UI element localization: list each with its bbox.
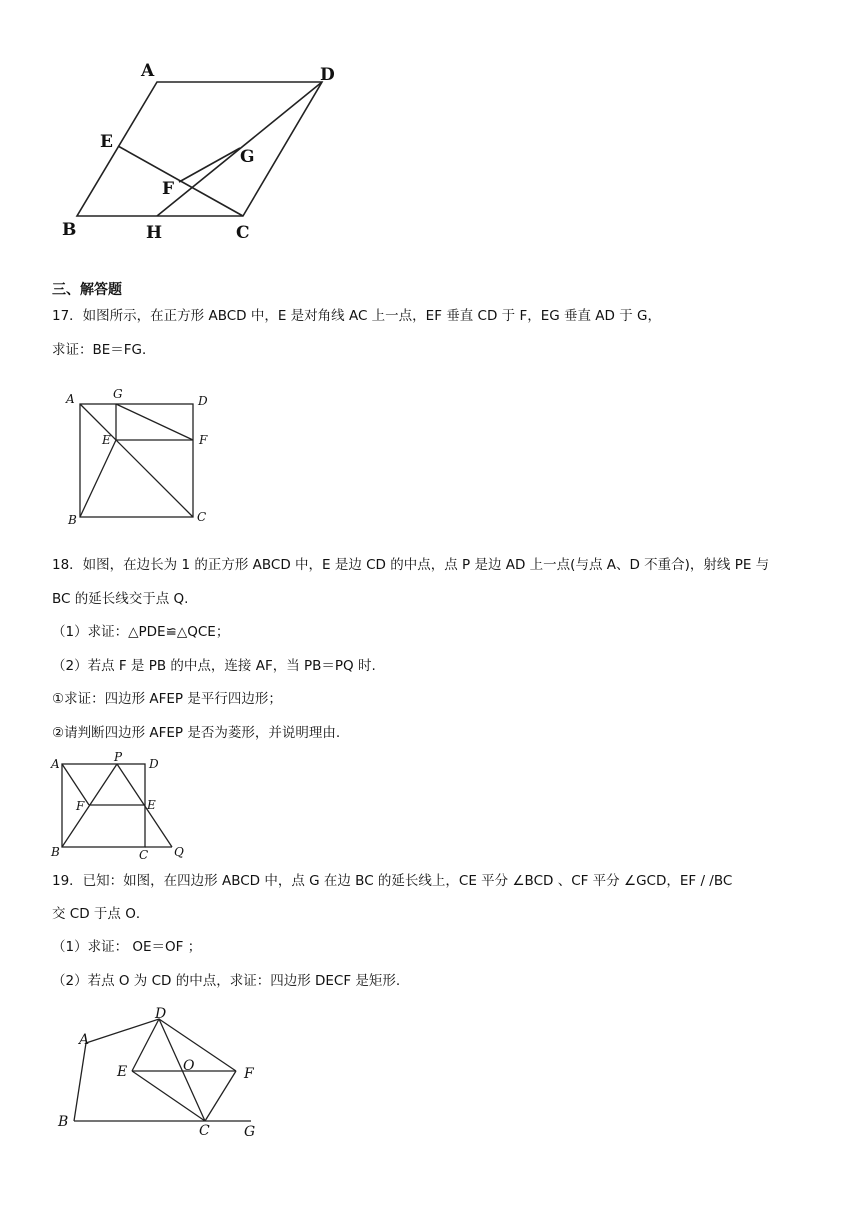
label-e: E [102, 433, 111, 447]
segment-be [80, 440, 116, 517]
label-g: G [240, 147, 255, 167]
figure-18-square [45, 750, 195, 865]
label-d: D [320, 65, 335, 85]
figure-19-quadrilateral [50, 1000, 275, 1150]
label-b: B [68, 513, 77, 527]
label-a: A [79, 1032, 90, 1048]
label-d: D [198, 394, 208, 408]
label-c: C [139, 848, 149, 862]
label-e: E [117, 1064, 128, 1080]
q19-line3: （1）求证： OE＝OF ； [52, 939, 202, 955]
label-e: E [100, 132, 113, 152]
label-f: F [76, 799, 85, 813]
q18-line6: ②请判断四边形 AFEP 是否为菱形，并说明理由. [52, 725, 341, 741]
label-c: C [236, 223, 250, 243]
q19-line1: 19．已知：如图，在四边形 ABCD 中，点 G 在边 BC 的延长线上，CE 平分 ∠BCD 、CF 平分 ∠GCD，EF / /BC [52, 873, 733, 889]
label-c: C [197, 510, 207, 524]
label-b: B [58, 1114, 69, 1130]
q18-line4: （2）若点 F 是 PB 的中点，连接 AF，当 PB＝PQ 时. [52, 658, 376, 674]
label-d: D [155, 1006, 167, 1022]
parallelogram-abcd [77, 82, 322, 216]
label-a: A [141, 61, 155, 81]
q18-line5: ①求证：四边形 AFEP 是平行四边形； [52, 691, 282, 707]
q17-line1: 17．如图所示，在正方形 ABCD 中，E 是对角线 AC 上一点，EF 垂直 CD 于 F，EG 垂直 AD 于 G， [52, 308, 661, 324]
section-title: 三、解答题 [52, 282, 122, 298]
label-q: Q [174, 845, 184, 859]
segment-fc [205, 1071, 236, 1121]
label-a: A [51, 757, 60, 771]
label-p: P [114, 750, 123, 764]
label-b: B [62, 220, 77, 240]
figure-17-square [60, 383, 220, 528]
q18-line2: BC 的延长线交于点 Q. [52, 591, 189, 607]
label-g: G [113, 387, 123, 401]
q17-line2: 求证：BE＝FG． [52, 342, 156, 358]
q18-line3: （1）求证：△PDE≌△QCE； [52, 624, 230, 640]
label-f: F [162, 179, 175, 199]
label-f: F [244, 1066, 254, 1082]
label-c: C [199, 1123, 210, 1139]
label-a: A [66, 392, 75, 406]
q19-line2: 交 CD 于点 O． [52, 906, 150, 922]
label-h: H [146, 223, 163, 243]
label-d: D [149, 757, 159, 771]
figure-16-parallelogram [55, 55, 355, 245]
label-b: B [51, 845, 60, 859]
segment-gf [116, 404, 193, 440]
label-e: E [147, 798, 156, 812]
segment-fg [179, 148, 240, 182]
label-o: O [183, 1058, 195, 1074]
label-g: G [244, 1124, 256, 1140]
q18-line1: 18．如图，在边长为 1 的正方形 ABCD 中，E 是边 CD 的中点，点 P 是边 AD 上一点(与点 A、D 不重合)，射线 PE 与 [52, 557, 770, 573]
diagonal-ac [80, 404, 193, 517]
q19-line4: （2）若点 O 为 CD 的中点，求证：四边形 DECF 是矩形. [52, 973, 401, 989]
label-f: F [199, 433, 208, 447]
